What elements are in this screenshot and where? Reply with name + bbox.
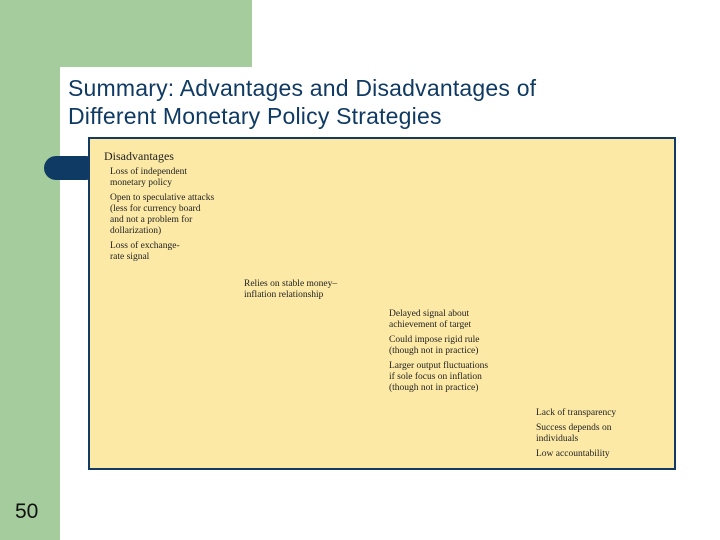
disadvantages-column-4	[536, 408, 676, 464]
disadvantages-column-2	[244, 279, 384, 305]
table-heading: Disadvantages	[104, 149, 174, 163]
disadvantage-item: Relies on stable money– inflation relationship	[244, 279, 338, 300]
slide-title-line-1: Summary: Advantages and Disadvantages of	[68, 75, 537, 101]
slide-title-line-2: Different Monetary Policy Strategies	[68, 103, 442, 129]
disadvantage-item: Could impose rigid rule (though not in practice)	[389, 335, 480, 356]
disadvantage-item: Success depends on individuals	[536, 423, 612, 444]
disadvantages-table-image	[88, 137, 676, 470]
disadvantages-column-3	[389, 309, 539, 398]
slide-number: 50	[15, 500, 39, 523]
disadvantage-item: Delayed signal about achievement of target	[389, 309, 472, 330]
disadvantage-item: Larger output fluctuations if sole focus on inflation (though not in practice)	[389, 361, 489, 393]
disadvantages-column-1	[110, 167, 250, 267]
disadvantage-item: Open to speculative attacks (less for currency board and not a problem for dollarization)	[110, 193, 215, 236]
disadvantage-item: Loss of exchange- rate signal	[110, 241, 180, 262]
slide-title	[68, 74, 708, 130]
disadvantage-item: Loss of independent monetary policy	[110, 167, 188, 188]
left-green-band	[0, 0, 60, 540]
disadvantage-item: Low accountability	[536, 449, 610, 459]
top-green-block	[60, 0, 252, 67]
disadvantage-item: Lack of transparency	[536, 408, 617, 418]
